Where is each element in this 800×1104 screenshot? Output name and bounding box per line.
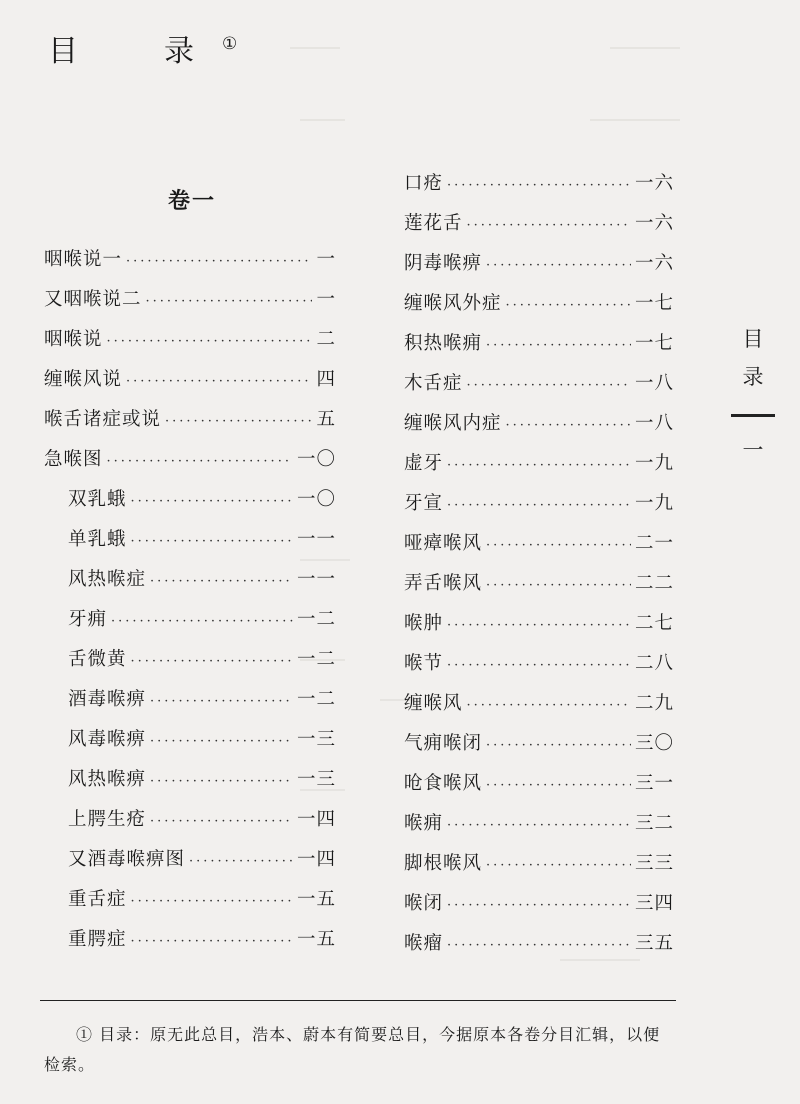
toc-entry-page: 一六 xyxy=(634,213,674,234)
toc-entry-title: 脚根喉风 xyxy=(404,853,483,874)
toc-leader-dots xyxy=(447,606,631,646)
toc-entry-title: 呛食喉风 xyxy=(404,773,483,794)
volume-heading: 卷一 xyxy=(168,188,217,214)
toc-leader-dots xyxy=(447,446,631,486)
toc-entry xyxy=(44,240,336,280)
toc-entry-title: 又酒毒喉痹图 xyxy=(68,849,186,870)
toc-entry-page: 二八 xyxy=(634,653,674,674)
toc-entry xyxy=(404,404,674,444)
toc-entry xyxy=(44,760,336,800)
toc-entry xyxy=(404,804,674,844)
page-number: 一 xyxy=(742,438,764,462)
toc-entry xyxy=(44,560,336,600)
toc-leader-dots xyxy=(447,486,631,526)
toc-entry xyxy=(44,520,336,560)
toc-leader-dots xyxy=(131,482,293,522)
toc-entry-title: 缠喉风 xyxy=(404,693,463,714)
toc-entry xyxy=(404,484,674,524)
toc-entry xyxy=(44,800,336,840)
toc-entry xyxy=(44,440,336,480)
toc-leader-dots xyxy=(486,846,631,886)
toc-entry xyxy=(404,604,674,644)
toc-entry-title: 喉舌诸症或说 xyxy=(44,409,162,430)
toc-entry-page: 一八 xyxy=(634,413,674,434)
toc-entry-page: 一九 xyxy=(634,453,674,474)
toc-leader-dots xyxy=(150,762,293,802)
toc-entry xyxy=(44,360,336,400)
toc-entry xyxy=(404,644,674,684)
toc-entry xyxy=(44,280,336,320)
toc-leader-dots xyxy=(146,282,313,322)
toc-leader-dots xyxy=(131,642,293,682)
toc-entry-title: 喉节 xyxy=(404,653,444,674)
toc-entry-page: 一三 xyxy=(296,769,336,790)
toc-entry-title: 咽喉说一 xyxy=(44,249,123,270)
section-side-tab xyxy=(730,320,776,469)
toc-left-column xyxy=(44,240,336,960)
toc-entry xyxy=(404,844,674,884)
toc-leader-dots xyxy=(126,242,312,282)
toc-entry-title: 牙痈 xyxy=(68,609,108,630)
toc-entry-page: 四 xyxy=(316,369,336,390)
toc-entry-page: 一三 xyxy=(296,729,336,750)
toc-entry xyxy=(44,680,336,720)
toc-leader-dots xyxy=(107,442,293,482)
toc-entry-title: 又咽喉说二 xyxy=(44,289,142,310)
toc-entry-page: 二 xyxy=(316,329,336,350)
toc-entry-title: 木舌症 xyxy=(404,373,463,394)
toc-leader-dots xyxy=(486,246,631,286)
toc-entry-page: 一五 xyxy=(296,929,336,950)
toc-entry xyxy=(404,324,674,364)
toc-entry-title: 喉瘤 xyxy=(404,933,444,954)
toc-leader-dots xyxy=(126,362,312,402)
toc-entry xyxy=(44,640,336,680)
title-text: 目 录 xyxy=(48,34,222,69)
toc-entry xyxy=(404,684,674,724)
toc-entry-page: 一九 xyxy=(634,493,674,514)
toc-entry-page: 一 xyxy=(316,289,336,310)
toc-entry-title: 缠喉风说 xyxy=(44,369,123,390)
toc-entry-title: 舌微黄 xyxy=(68,649,127,670)
toc-entry-title: 重腭症 xyxy=(68,929,127,950)
toc-leader-dots xyxy=(486,526,631,566)
toc-leader-dots xyxy=(447,806,631,846)
toc-leader-dots xyxy=(131,882,293,922)
toc-entry-page: 一二 xyxy=(296,649,336,670)
toc-leader-dots xyxy=(447,886,631,926)
toc-entry-title: 缠喉风外症 xyxy=(404,293,502,314)
toc-leader-dots xyxy=(506,406,631,446)
toc-entry-title: 上腭生疮 xyxy=(68,809,147,830)
toc-entry-title: 莲花舌 xyxy=(404,213,463,234)
toc-entry-page: 一七 xyxy=(634,333,674,354)
toc-entry xyxy=(404,244,674,284)
toc-leader-dots xyxy=(467,366,631,406)
toc-entry-title: 哑瘴喉风 xyxy=(404,533,483,554)
toc-entry-page: 一〇 xyxy=(296,489,336,510)
toc-entry-page: 三一 xyxy=(634,773,674,794)
toc-entry-title: 气痈喉闭 xyxy=(404,733,483,754)
toc-entry-page: 二二 xyxy=(634,573,674,594)
toc-leader-dots xyxy=(486,326,631,366)
toc-entry-title: 阴毒喉痹 xyxy=(404,253,483,274)
toc-leader-dots xyxy=(150,802,293,842)
toc-leader-dots xyxy=(486,566,631,606)
toc-leader-dots xyxy=(447,926,631,966)
toc-entry-title: 牙宣 xyxy=(404,493,444,514)
toc-entry-title: 虚牙 xyxy=(404,453,444,474)
toc-entry-title: 喉肿 xyxy=(404,613,444,634)
toc-entry xyxy=(404,444,674,484)
toc-right-column xyxy=(404,164,674,964)
toc-leader-dots xyxy=(447,646,631,686)
toc-entry-page: 一二 xyxy=(296,689,336,710)
toc-entry-page: 一八 xyxy=(634,373,674,394)
toc-entry-title: 急喉图 xyxy=(44,449,103,470)
toc-entry xyxy=(404,524,674,564)
toc-entry xyxy=(404,284,674,324)
toc-entry-title: 喉闭 xyxy=(404,893,444,914)
toc-entry-page: 一六 xyxy=(634,253,674,274)
toc-entry-page: 一五 xyxy=(296,889,336,910)
toc-leader-dots xyxy=(486,726,631,766)
page-title xyxy=(48,26,237,70)
toc-entry xyxy=(404,884,674,924)
toc-leader-dots xyxy=(467,206,631,246)
toc-entry-page: 三二 xyxy=(634,813,674,834)
toc-entry-title: 风热喉痹 xyxy=(68,769,147,790)
footnote: ① 目录：原无此总目，浩本、蔚本有简要总目，今据原本各卷分目汇辑，以便检索。 xyxy=(44,1025,661,1074)
toc-entry-page: 一二 xyxy=(296,609,336,630)
toc-entry-page: 一一 xyxy=(296,529,336,550)
toc-entry xyxy=(404,164,674,204)
side-tab-rule xyxy=(731,414,775,417)
toc-entry-page: 一四 xyxy=(296,809,336,830)
toc-entry-title: 重舌症 xyxy=(68,889,127,910)
toc-entry xyxy=(404,364,674,404)
toc-entry xyxy=(404,564,674,604)
toc-entry-page: 三三 xyxy=(634,853,674,874)
toc-leader-dots xyxy=(165,402,312,442)
toc-leader-dots xyxy=(150,682,293,722)
toc-entry-page: 一六 xyxy=(634,173,674,194)
toc-leader-dots xyxy=(131,522,293,562)
toc-leader-dots xyxy=(111,602,293,642)
toc-leader-dots xyxy=(467,686,631,726)
toc-entry xyxy=(404,204,674,244)
toc-entry-page: 二一 xyxy=(634,533,674,554)
toc-entry xyxy=(404,764,674,804)
toc-entry-page: 三〇 xyxy=(634,733,674,754)
toc-entry xyxy=(44,320,336,360)
toc-entry-page: 一〇 xyxy=(296,449,336,470)
toc-entry xyxy=(44,720,336,760)
toc-entry xyxy=(44,880,336,920)
toc-leader-dots xyxy=(131,922,293,962)
toc-entry xyxy=(44,600,336,640)
side-tab-char: 录 xyxy=(742,365,764,389)
toc-entry xyxy=(404,724,674,764)
toc-entry-title: 口疮 xyxy=(404,173,444,194)
side-tab-char: 目 xyxy=(742,327,764,351)
toc-entry-title: 酒毒喉痹 xyxy=(68,689,147,710)
toc-entry-page: 一一 xyxy=(296,569,336,590)
toc-leader-dots xyxy=(447,166,631,206)
toc-entry-title: 风热喉症 xyxy=(68,569,147,590)
toc-entry-title: 积热喉痈 xyxy=(404,333,483,354)
toc-leader-dots xyxy=(107,322,313,362)
toc-entry-title: 弄舌喉风 xyxy=(404,573,483,594)
footnote-divider xyxy=(40,1000,676,1001)
toc-entry xyxy=(44,480,336,520)
toc-entry-page: 一 xyxy=(316,249,336,270)
toc-entry-page: 二七 xyxy=(634,613,674,634)
toc-leader-dots xyxy=(150,722,293,762)
toc-entry-title: 喉痈 xyxy=(404,813,444,834)
toc-entry-title: 双乳蛾 xyxy=(68,489,127,510)
toc-entry xyxy=(404,924,674,964)
toc-leader-dots xyxy=(150,562,293,602)
toc-entry-page: 一四 xyxy=(296,849,336,870)
toc-entry xyxy=(44,400,336,440)
toc-entry-title: 风毒喉痹 xyxy=(68,729,147,750)
toc-leader-dots xyxy=(189,842,293,882)
toc-entry xyxy=(44,840,336,880)
toc-leader-dots xyxy=(486,766,631,806)
toc-leader-dots xyxy=(506,286,631,326)
toc-entry-page: 五 xyxy=(316,409,336,430)
title-footnote-mark: ① xyxy=(222,34,238,54)
toc-entry-page: 二九 xyxy=(634,693,674,714)
toc-entry-page: 一七 xyxy=(634,293,674,314)
toc-entry-title: 咽喉说 xyxy=(44,329,103,350)
toc-entry-title: 单乳蛾 xyxy=(68,529,127,550)
toc-entry-title: 缠喉风内症 xyxy=(404,413,502,434)
toc-entry-page: 三四 xyxy=(634,893,674,914)
toc-entry-page: 三五 xyxy=(634,933,674,954)
toc-entry xyxy=(44,920,336,960)
